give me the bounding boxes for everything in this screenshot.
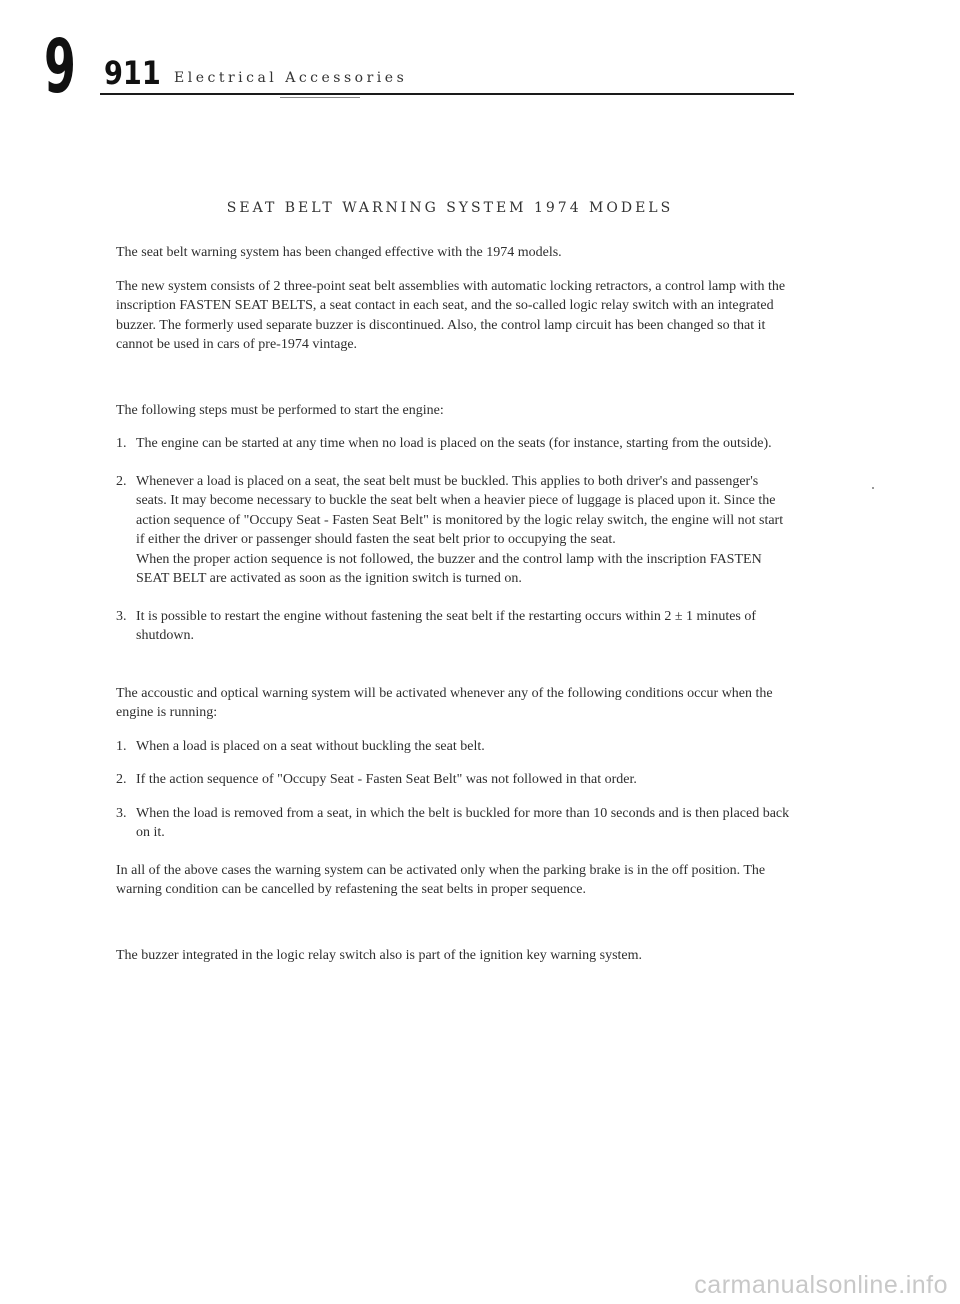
- section-title: Electrical Accessories: [174, 70, 408, 86]
- warning-conditions-lead: The accoustic and optical warning system will be activated whenever any of the following conditions occur when the engine is running:: [116, 685, 773, 720]
- model-number: 911: [104, 54, 161, 92]
- list-number: 2.: [116, 473, 127, 489]
- list-number: 1.: [116, 738, 127, 754]
- list-item-text: When the load is removed from a seat, in which the belt is buckled for more than 10 seconds and is then placed back on it.: [136, 805, 790, 840]
- cancel-note: In all of the above cases the warning system can be activated only when the parking brake is in the off position. The warning condition can be cancelled by refastening the seat belts in proper sequence.: [116, 862, 766, 897]
- document-body: [116, 243, 792, 965]
- intro-paragraph-1: The seat belt warning system has been changed effective with the 1974 models.: [116, 245, 562, 260]
- list-item: [116, 737, 792, 757]
- list-item: [116, 770, 792, 790]
- list-number: 3.: [116, 608, 127, 624]
- header-rule-accent: [280, 97, 360, 98]
- list-item-text: If the action sequence of "Occupy Seat - Fasten Seat Belt" was not followed in that order.: [136, 772, 637, 787]
- list-number: 2.: [116, 772, 127, 787]
- list-item: [116, 472, 792, 589]
- list-item: [116, 607, 792, 646]
- list-number: 1.: [116, 436, 127, 451]
- page-header: [0, 0, 960, 110]
- list-item-text: When a load is placed on a seat without buckling the seat belt.: [136, 738, 485, 754]
- header-rule: [100, 93, 794, 95]
- list-item: [116, 804, 792, 843]
- intro-paragraph-2: The new system consists of 2 three-point seat belt assemblies with automatic locking retractors, a control lamp with the inscription FASTEN SEAT BELTS, a seat contact in each seat, and the so-called logic relay switch with an integrated buzzer. The formerly used separate buzzer is discontinued. Also, the control lamp circuit has been changed so that it cannot be used in cars of pre-1974 vintage.: [116, 278, 786, 352]
- list-item-text: It is possible to restart the engine without fastening the seat belt if the restarting occurs within 2 ± 1 minutes of shutdown.: [136, 608, 757, 643]
- list-item-text: The engine can be started at any time when no load is placed on the seats (for instance, starting from the outside).: [136, 436, 772, 451]
- start-steps-lead: The following steps must be performed to start the engine:: [116, 402, 444, 418]
- list-item-text: Whenever a load is placed on a seat, the seat belt must be buckled. This applies to both driver's and passenger's seats. It may become necessary to buckle the seat belt when a heavier piece of luggage is placed upon it. Since the action sequence of "Occupy Seat - Fasten Seat Belt" is monitored by the logic relay switch, the engine will not start if either the driver or passenger should fasten the seat belt prior to occupying the seat.: [136, 473, 784, 547]
- chapter-number: 9: [44, 24, 76, 110]
- list-item: [116, 434, 792, 454]
- scan-artifact: [872, 487, 874, 489]
- watermark: carmanualsonline.info: [694, 1271, 948, 1299]
- list-number: 3.: [116, 805, 127, 821]
- buzzer-note: The buzzer integrated in the logic relay switch also is part of the ignition key warning system.: [116, 947, 643, 963]
- document-title: SEAT BELT WARNING SYSTEM 1974 MODELS: [226, 200, 674, 216]
- list-item-text-continued: When the proper action sequence is not followed, the buzzer and the control lamp with the inscription FASTEN SEAT BELT are activated as soon as the ignition switch is turned on.: [136, 551, 762, 586]
